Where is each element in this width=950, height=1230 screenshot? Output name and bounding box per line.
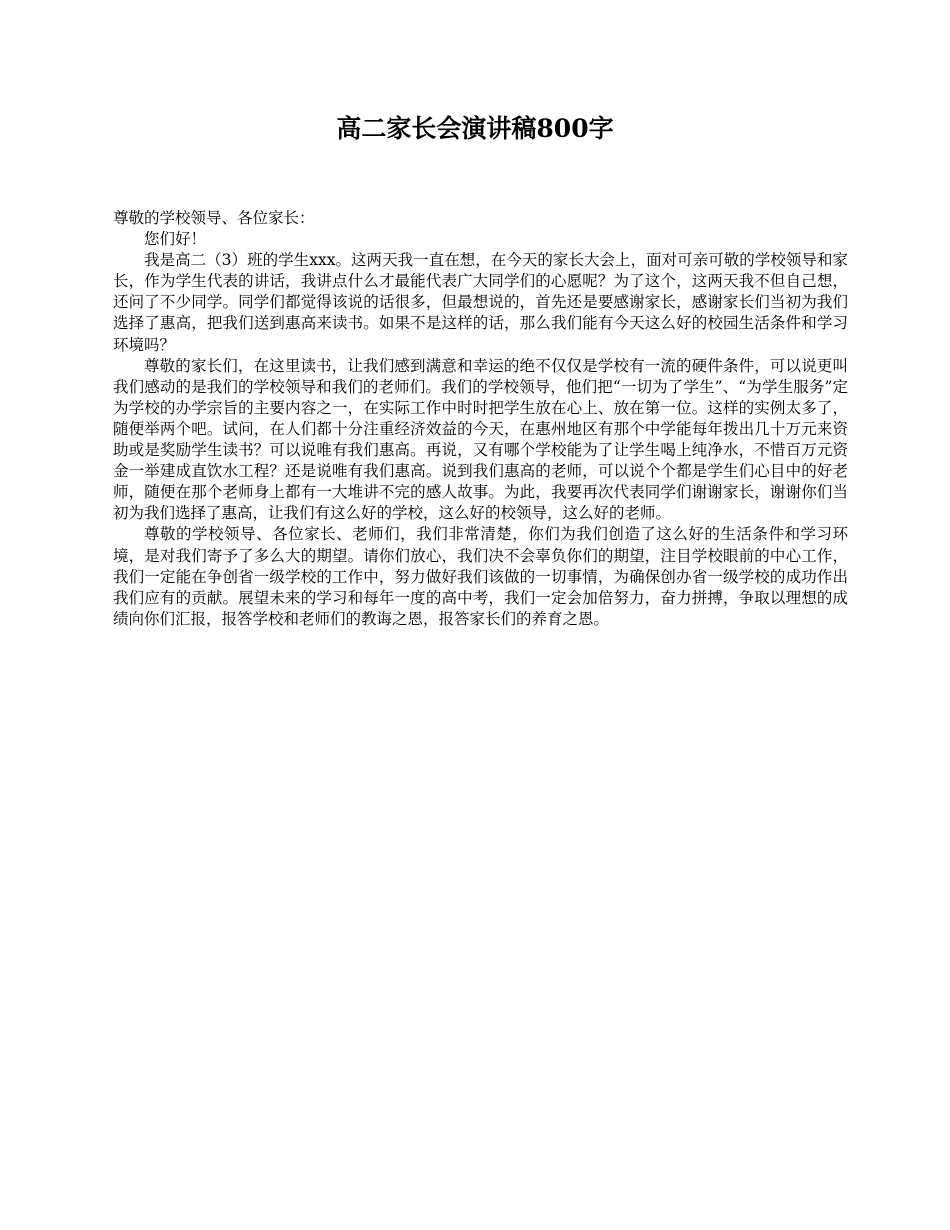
paragraph-3: 尊敬的学校领导、各位家长、老师们，我们非常清楚，你们为我们创造了这么好的生活条件和学习环境，是对我们寄予了多么大的期望。请你们放心，我们决不会辜负你们的期望，注目学校眼前的中心工作，我们一定能在争创省一级学校的工作中，努力做好我们该做的一切事情，为确保创办省一级学校的成功作出我们应有的贡献。展望未来的学习和每年一度的高中考，我们一定会加倍努力，奋力拼搏，争取以理想的成绩向你们汇报，报答学校和老师们的教诲之恩，报答家长们的养育之恩。	[113, 525, 848, 628]
salutation: 尊敬的学校领导、各位家长：	[113, 209, 315, 227]
greeting: 您们好！	[144, 230, 207, 249]
document-body	[113, 208, 848, 630]
document-title: 高二家长会演讲稿800字	[336, 114, 614, 143]
paragraph-2: 尊敬的家长们，在这里读书，让我们感到满意和幸运的绝不仅仅是学校有一流的硬件条件，可以说更叫我们感动的是我们的学校领导和我们的老师们。我们的学校领导，他们把“一切为了学生”、“为学生服务”定为学校的办学宗旨的主要内容之一，在实际工作中时时把学生放在心上、放在第一位。这样的实例太多了，随便举两个吧。试问，在人们都十分注重经济效益的今天，在惠州地区有那个中学能每年拨出几十万元来资助或是奖励学生读书？可以说唯有我们惠高。再说，又有哪个学校能为了让学生喝上纯净水，不惜百万元资金一举建成直饮水工程？还是说唯有我们惠高。说到我们惠高的老师，可以说个个都是学生们心目中的好老师，随便在那个老师身上都有一大堆讲不完的感人故事。为此，我要再次代表同学们谢谢家长，谢谢你们当初为我们选择了惠高，让我们有这么好的学校，这么好的校领导，这么好的老师。	[113, 356, 848, 523]
paragraph-1: 我是高二（3）班的学生xxx。这两天我一直在想，在今天的家长大会上，面对可亲可敬的学校领导和家长，作为学生代表的讲话，我讲点什么才最能代表广大同学们的心愿呢？为了这个，这两天我不但自己想，还问了不少同学。同学们都觉得该说的话很多，但最想说的，首先还是要感谢家长，感谢家长们当初为我们选择了惠高，把我们送到惠高来读书。如果不是这样的话，那么我们能有今天这么好的校园生活条件和学习环境吗？	[113, 251, 848, 354]
